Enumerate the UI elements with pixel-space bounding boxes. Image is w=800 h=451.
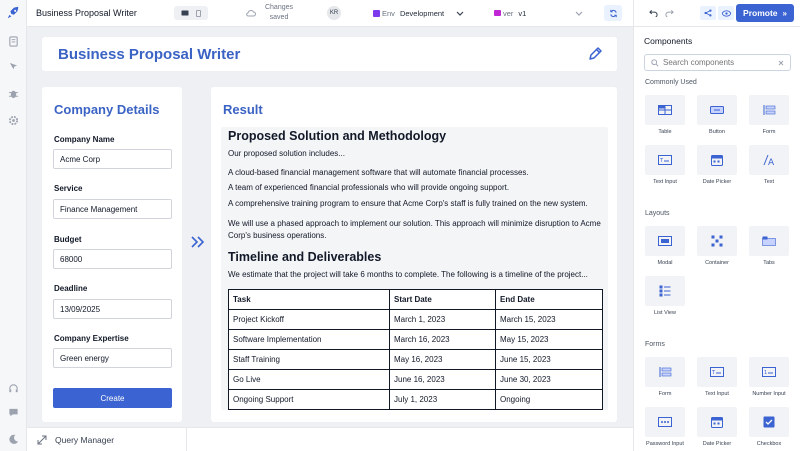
checkbox-icon xyxy=(763,416,775,428)
component-search[interactable] xyxy=(644,54,791,71)
service-label: Service xyxy=(54,184,83,193)
dark-mode-moon-icon[interactable] xyxy=(6,432,20,446)
budget-input[interactable]: 68000 xyxy=(53,249,172,269)
button-icon xyxy=(710,106,724,114)
table-cell: May 16, 2023 xyxy=(390,350,496,370)
component-label: Date Picker xyxy=(702,179,732,185)
th-end-date: End Date xyxy=(496,290,603,310)
table-cell: Project Kickoff xyxy=(229,310,390,330)
mobile-view-icon[interactable] xyxy=(196,10,201,17)
svg-text:T: T xyxy=(712,370,716,376)
table-row xyxy=(229,370,603,390)
company-expertise-input[interactable]: Green energy xyxy=(53,348,172,368)
svg-text:A: A xyxy=(768,158,775,166)
refresh-icon xyxy=(609,9,618,18)
bottom-bar xyxy=(27,427,633,451)
editor-topbar xyxy=(27,0,633,27)
table-cell: Software Implementation xyxy=(229,330,390,350)
table-row xyxy=(229,330,603,350)
component-label: Form xyxy=(658,391,672,397)
table-cell: Ongoing Support xyxy=(229,390,390,410)
table-cell: March 16, 2023 xyxy=(390,330,496,350)
th-task: Task xyxy=(229,290,390,310)
app-canvas xyxy=(27,27,633,427)
budget-label: Budget xyxy=(54,235,82,244)
company-expertise-label: Company Expertise xyxy=(54,334,129,343)
company-name-input[interactable]: Acme Corp xyxy=(53,149,172,169)
component-label: Tabs xyxy=(763,260,775,266)
company-name-label: Company Name xyxy=(54,135,115,144)
chat-icon[interactable] xyxy=(6,405,20,419)
env-value: Development xyxy=(399,8,445,18)
intro-text: Our proposed solution includes... xyxy=(228,149,345,158)
component-label: Text Input xyxy=(653,179,677,185)
pencil-edit-icon[interactable] xyxy=(587,46,603,64)
timeline-table xyxy=(228,289,603,410)
table-row xyxy=(229,350,603,370)
table-cell: June 16, 2023 xyxy=(390,370,496,390)
table-cell: July 1, 2023 xyxy=(390,390,496,410)
clear-search-icon[interactable] xyxy=(776,58,786,68)
component-form[interactable] xyxy=(749,95,789,125)
component-label: Text xyxy=(763,179,775,185)
save-status: Changes saved xyxy=(264,4,294,21)
component-text[interactable] xyxy=(749,145,789,175)
page-title: Business Proposal Writer xyxy=(58,46,241,63)
settings-gear-icon[interactable] xyxy=(6,113,20,127)
environment-icon xyxy=(373,10,380,17)
component-date-picker-2[interactable] xyxy=(697,407,737,437)
component-label: Password Input xyxy=(646,441,684,447)
share-button[interactable] xyxy=(700,6,716,20)
table-cell: Go Live xyxy=(229,370,390,390)
sync-button[interactable] xyxy=(604,5,622,21)
search-icon xyxy=(651,59,659,67)
view-toggle[interactable] xyxy=(174,6,208,20)
component-checkbox[interactable] xyxy=(749,407,789,437)
component-label: Text Input xyxy=(705,391,729,397)
divider xyxy=(186,428,187,451)
components-heading: Components xyxy=(644,36,693,46)
desktop-view-icon[interactable] xyxy=(181,10,189,17)
bullet-2: A team of experienced financial professionals who will provide ongoing support. xyxy=(228,183,510,192)
table-cell: June 30, 2023 xyxy=(496,370,603,390)
password-icon xyxy=(658,417,672,427)
container-icon xyxy=(711,235,723,247)
table-header-row xyxy=(229,290,603,310)
double-chevron-right-icon: » xyxy=(782,8,787,18)
component-label: Container xyxy=(705,260,729,266)
chevron-down-icon xyxy=(455,8,465,18)
create-button[interactable]: Create xyxy=(53,388,172,408)
component-password-input[interactable] xyxy=(645,407,685,437)
double-chevron-right-icon xyxy=(190,235,206,251)
version-icon xyxy=(494,10,501,16)
pages-icon[interactable] xyxy=(6,34,20,48)
promote-label: Promote xyxy=(743,8,778,18)
text-icon xyxy=(762,154,776,166)
form-icon xyxy=(658,366,672,378)
table-cell: March 15, 2023 xyxy=(496,310,603,330)
summary-line-2: Corp's business operations. xyxy=(228,231,327,240)
table-row xyxy=(229,390,603,410)
result-heading: Result xyxy=(223,102,263,117)
component-label: Checkbox xyxy=(756,441,782,447)
table-cell: March 1, 2023 xyxy=(390,310,496,330)
avatar[interactable]: KR xyxy=(327,6,341,20)
svg-text:T: T xyxy=(660,158,664,164)
right-sidebar xyxy=(633,0,800,451)
result-card xyxy=(211,87,617,422)
calendar-icon xyxy=(711,416,723,428)
component-date-picker[interactable] xyxy=(697,145,737,175)
env-label: Env xyxy=(382,8,395,18)
expand-icon xyxy=(37,435,47,445)
calendar-icon xyxy=(711,154,723,166)
company-details-card xyxy=(42,87,182,422)
support-headset-icon[interactable] xyxy=(6,381,20,395)
share-icon xyxy=(704,9,712,17)
svg-text:1: 1 xyxy=(764,370,768,376)
proposal-heading: Proposed Solution and Methodology xyxy=(228,129,447,143)
service-input[interactable]: Finance Management xyxy=(53,199,172,219)
table-cell: Ongoing xyxy=(496,390,603,410)
component-label: Number Input xyxy=(752,391,786,397)
undo-icon[interactable] xyxy=(646,6,660,20)
deadline-input[interactable]: 13/09/2025 xyxy=(53,299,172,319)
number-input-icon xyxy=(762,367,776,377)
section-layouts: Layouts xyxy=(645,210,670,217)
table-row xyxy=(229,310,603,330)
text-input-icon xyxy=(710,367,724,377)
text-input-icon xyxy=(658,155,672,165)
query-manager-label: Query Manager xyxy=(55,435,115,445)
component-form-2[interactable] xyxy=(645,357,685,387)
inspector-icon[interactable] xyxy=(6,59,20,73)
th-start-date: Start Date xyxy=(390,290,496,310)
eye-icon xyxy=(722,10,731,17)
debugger-icon[interactable] xyxy=(6,86,20,100)
component-list-view[interactable] xyxy=(645,276,685,306)
component-tabs[interactable] xyxy=(749,226,789,256)
table-cell: June 15, 2023 xyxy=(496,350,603,370)
title-card xyxy=(42,37,617,71)
redo-icon[interactable] xyxy=(662,6,676,20)
summary-line-1: We will use a phased approach to implement our solution. This approach will minimize disruption to Acme xyxy=(228,219,601,228)
table-cell: Staff Training xyxy=(229,350,390,370)
deadline-label: Deadline xyxy=(54,284,88,293)
component-button[interactable] xyxy=(697,95,737,125)
component-label: Date Picker xyxy=(702,441,732,447)
version-value: v1 xyxy=(518,8,527,18)
timeline-intro: We estimate that the project will take 6 months to complete. The following is a timeline of the project... xyxy=(228,270,588,279)
rocket-logo-icon[interactable] xyxy=(6,6,20,20)
query-manager-toggle[interactable] xyxy=(37,435,114,445)
tabs-icon xyxy=(762,236,776,246)
component-label: Modal xyxy=(657,260,673,266)
cloud-save-icon xyxy=(246,9,256,19)
modal-icon xyxy=(658,236,672,246)
bullet-1: A cloud-based financial management software that will automate financial processes. xyxy=(228,168,529,177)
component-label: Button xyxy=(709,129,725,135)
promote-button[interactable] xyxy=(736,4,794,22)
component-number-input[interactable] xyxy=(749,357,789,387)
environment-select[interactable] xyxy=(373,6,465,20)
component-container[interactable] xyxy=(697,226,737,256)
app-name[interactable]: Business Proposal Writer xyxy=(36,8,137,18)
component-text-input[interactable] xyxy=(645,145,685,175)
section-commonly-used: Commonly Used xyxy=(645,79,697,86)
component-table[interactable] xyxy=(645,95,685,125)
left-rail xyxy=(0,0,27,451)
version-label: ver xyxy=(503,8,514,18)
version-select[interactable] xyxy=(494,6,584,20)
component-label: List View xyxy=(654,310,676,316)
list-view-icon xyxy=(659,285,671,297)
component-label: Table xyxy=(658,129,672,135)
component-modal[interactable] xyxy=(645,226,685,256)
section-forms: Forms xyxy=(645,341,665,348)
table-cell: May 15, 2023 xyxy=(496,330,603,350)
search-input[interactable] xyxy=(663,58,773,67)
company-details-heading: Company Details xyxy=(54,102,160,117)
right-toolbar xyxy=(634,0,800,27)
component-label: Form xyxy=(762,129,776,135)
preview-button[interactable] xyxy=(718,6,734,20)
form-icon xyxy=(762,104,776,116)
table-icon xyxy=(658,105,672,115)
proposal-document xyxy=(221,127,608,410)
chevron-down-icon xyxy=(574,8,584,18)
bullet-3: A comprehensive training program to ensure that Acme Corp's staff is fully trained on the new system. xyxy=(228,199,588,208)
component-text-input-2[interactable] xyxy=(697,357,737,387)
timeline-heading: Timeline and Deliverables xyxy=(228,250,382,264)
